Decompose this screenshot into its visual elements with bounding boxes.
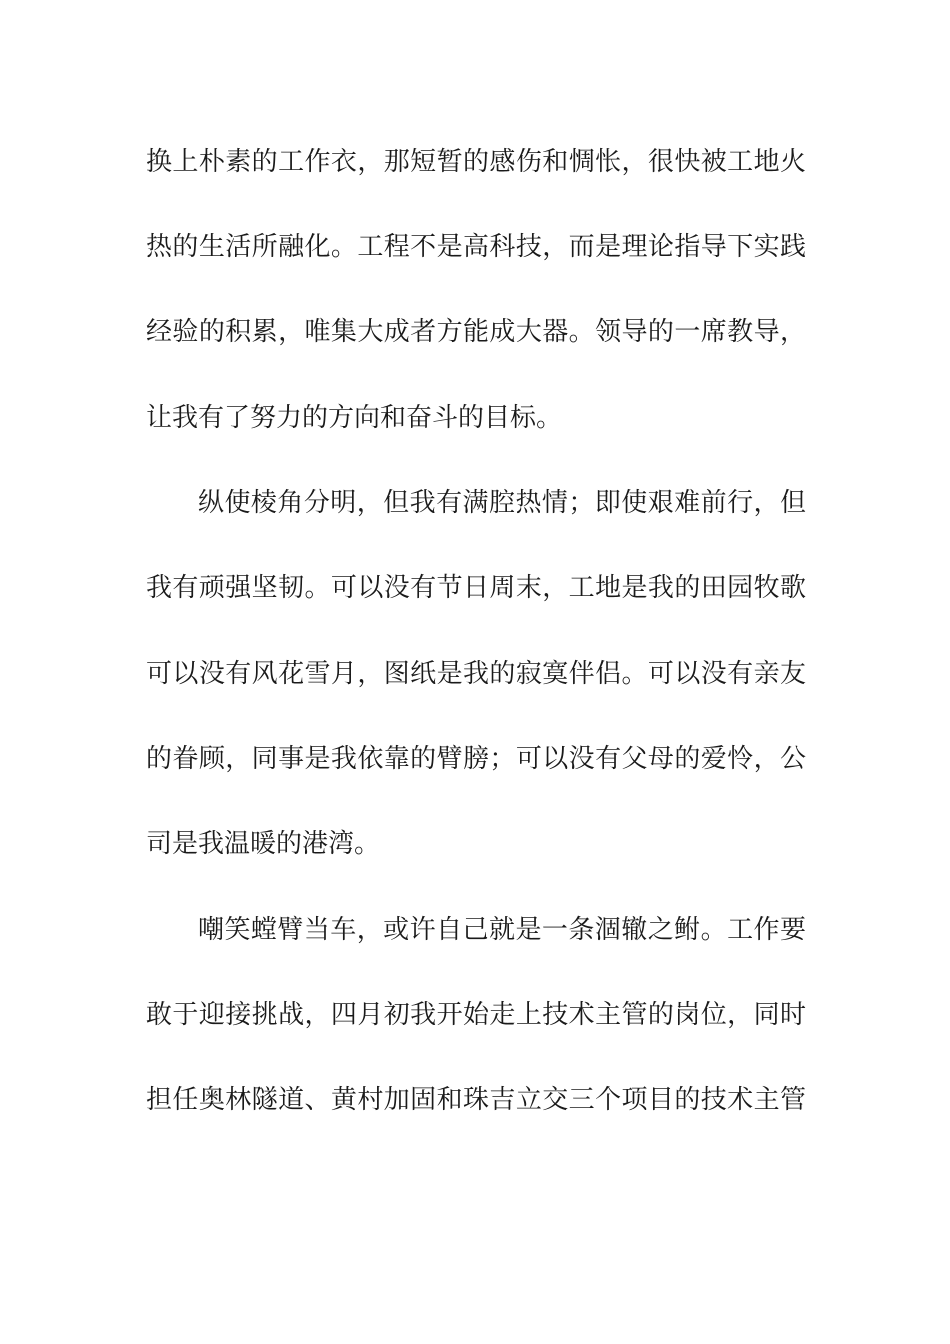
text-line: 担任奥林隧道、黄村加固和珠吉立交三个项目的技术主管 xyxy=(146,1085,806,1115)
text-line: 敢于迎接挑战，四月初我开始走上技术主管的岗位，同时 xyxy=(146,1000,806,1030)
text-line: 嘲笑螳臂当车，或许自己就是一条涸辙之鲋。工作要 xyxy=(198,915,806,945)
text-line: 司是我温暖的港湾。 xyxy=(146,829,381,859)
text-line: 热的生活所融化。工程不是高科技，而是理论指导下实践 xyxy=(146,232,806,262)
text-line: 让我有了努力的方向和奋斗的目标。 xyxy=(146,403,563,433)
text-line: 纵使棱角分明，但我有满腔热情；即使艰难前行，但 xyxy=(198,488,806,518)
text-line: 可以没有风花雪月，图纸是我的寂寞伴侣。可以没有亲友 xyxy=(146,659,806,689)
text-line: 的眷顾，同事是我依靠的臂膀；可以没有父母的爱怜，公 xyxy=(146,744,806,774)
text-line: 经验的积累，唯集大成者方能成大器。领导的一席教导， xyxy=(146,317,806,347)
text-line: 换上朴素的工作衣，那短暂的感伤和惆怅，很快被工地火 xyxy=(146,147,806,177)
text-line: 我有顽强坚韧。可以没有节日周末，工地是我的田园牧歌 xyxy=(146,573,806,603)
